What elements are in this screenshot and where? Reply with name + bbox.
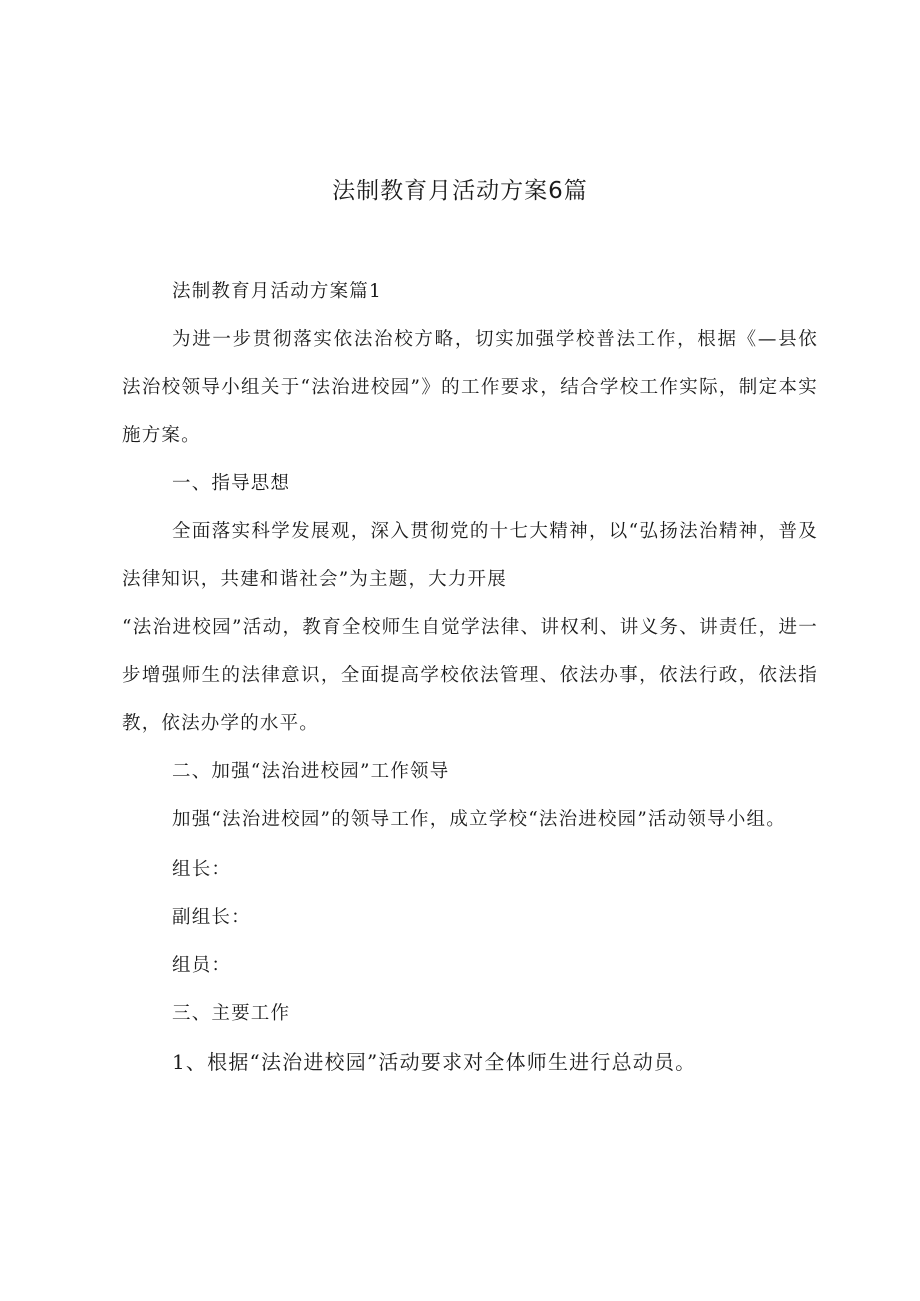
heading-guiding-thought: 一、指导思想: [172, 473, 291, 494]
section-heading-part-1: 法制教育月活动方案篇1: [172, 281, 382, 302]
leadership-paragraph: 加强“法治进校园”的领导工作，成立学校“法治进校园”活动领导小组。: [172, 809, 786, 830]
guiding-thought-paragraph-2: “法治进校园”活动，教育全校师生自觉学法律、讲权利、讲义务、讲责任，进一步增强师生的法律意识，全面提高学校依法管理、依法办事，依法行政，依法指教，依法办学的水平。: [122, 617, 818, 734]
document-body: [122, 268, 818, 1086]
intro-paragraph: 为进一步贯彻落实依法治校方略，切实加强学校普法工作，根据《—县依法治校领导小组关于“法治进校园”》的工作要求，结合学校工作实际，制定本实施方案。: [122, 329, 818, 446]
main-work-item-1: 1、根据“法治进校园”活动要求对全体师生进行总动员。: [172, 1050, 697, 1074]
group-leader-line: 组长：: [172, 859, 232, 880]
members-line: 组员：: [172, 955, 232, 976]
heading-main-work: 三、主要工作: [172, 1003, 291, 1024]
guiding-thought-paragraph-1: 全面落实科学发展观，深入贯彻党的十七大精神，以“弘扬法治精神，普及法律知识，共建和谐社会”为主题，大力开展: [122, 521, 818, 590]
heading-leadership: 二、加强“法治进校园”工作领导: [172, 761, 450, 782]
deputy-leader-line: 副组长：: [172, 907, 251, 928]
document-title: 法制教育月活动方案6篇: [332, 178, 588, 204]
